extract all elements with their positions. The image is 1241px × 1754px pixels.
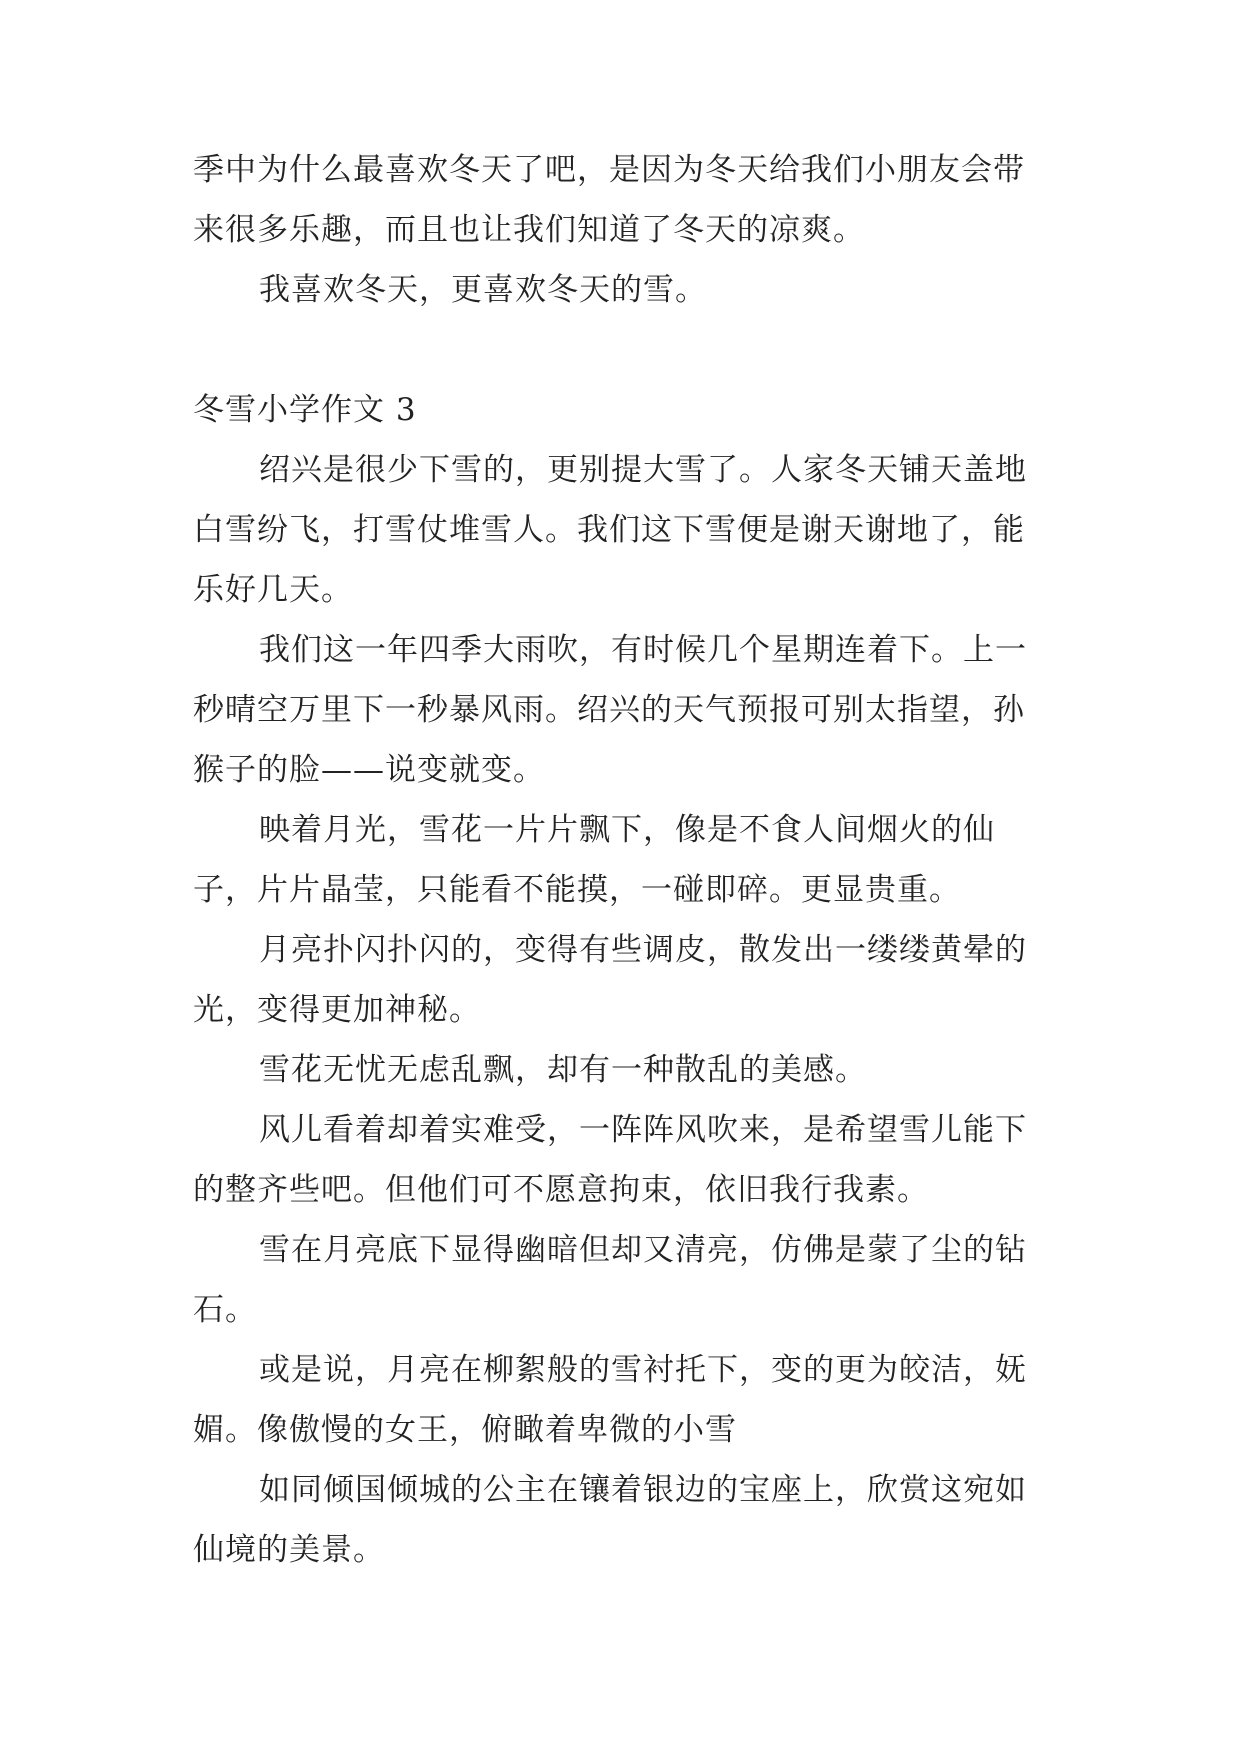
- paragraph: 风儿看着却着实难受，一阵阵风吹来，是希望雪儿能下的整齐些吧。但他们可不愿意拘束，依旧我行我素。: [193, 1112, 1027, 1208]
- document-body: [193, 140, 1053, 1580]
- paragraph: 我们这一年四季大雨吹，有时候几个星期连着下。上一秒晴空万里下一秒暴风雨。绍兴的天气预报可别太指望，孙猴子的脸——说变就变。: [193, 632, 1027, 788]
- paragraph: 绍兴是很少下雪的，更别提大雪了。人家冬天铺天盖地白雪纷飞，打雪仗堆雪人。我们这下雪便是谢天谢地了，能乐好几天。: [193, 452, 1027, 608]
- paragraph-continuation: 季中为什么最喜欢冬天了吧，是因为冬天给我们小朋友会带来很多乐趣，而且也让我们知道了冬天的凉爽。: [193, 152, 1025, 248]
- paragraph: 映着月光，雪花一片片飘下，像是不食人间烟火的仙子，片片晶莹，只能看不能摸，一碰即碎。更显贵重。: [193, 812, 995, 908]
- section-spacer: [193, 320, 1053, 380]
- paragraph: 雪在月亮底下显得幽暗但却又清亮，仿佛是蒙了尘的钻石。: [193, 1232, 1027, 1328]
- paragraph-like-winter-snow: 我喜欢冬天，更喜欢冬天的雪。: [259, 272, 707, 308]
- paragraph: 月亮扑闪扑闪的，变得有些调皮，散发出一缕缕黄晕的光，变得更加神秘。: [193, 932, 1027, 1028]
- section-title: 冬雪小学作文 3: [193, 392, 417, 428]
- paragraph: 如同倾国倾城的公主在镶着银边的宝座上，欣赏这宛如仙境的美景。: [193, 1472, 1027, 1568]
- paragraph: 或是说，月亮在柳絮般的雪衬托下，变的更为皎洁，妩媚。像傲慢的女王，俯瞰着卑微的小雪: [193, 1352, 1027, 1448]
- paragraph: 雪花无忧无虑乱飘，却有一种散乱的美感。: [259, 1052, 867, 1088]
